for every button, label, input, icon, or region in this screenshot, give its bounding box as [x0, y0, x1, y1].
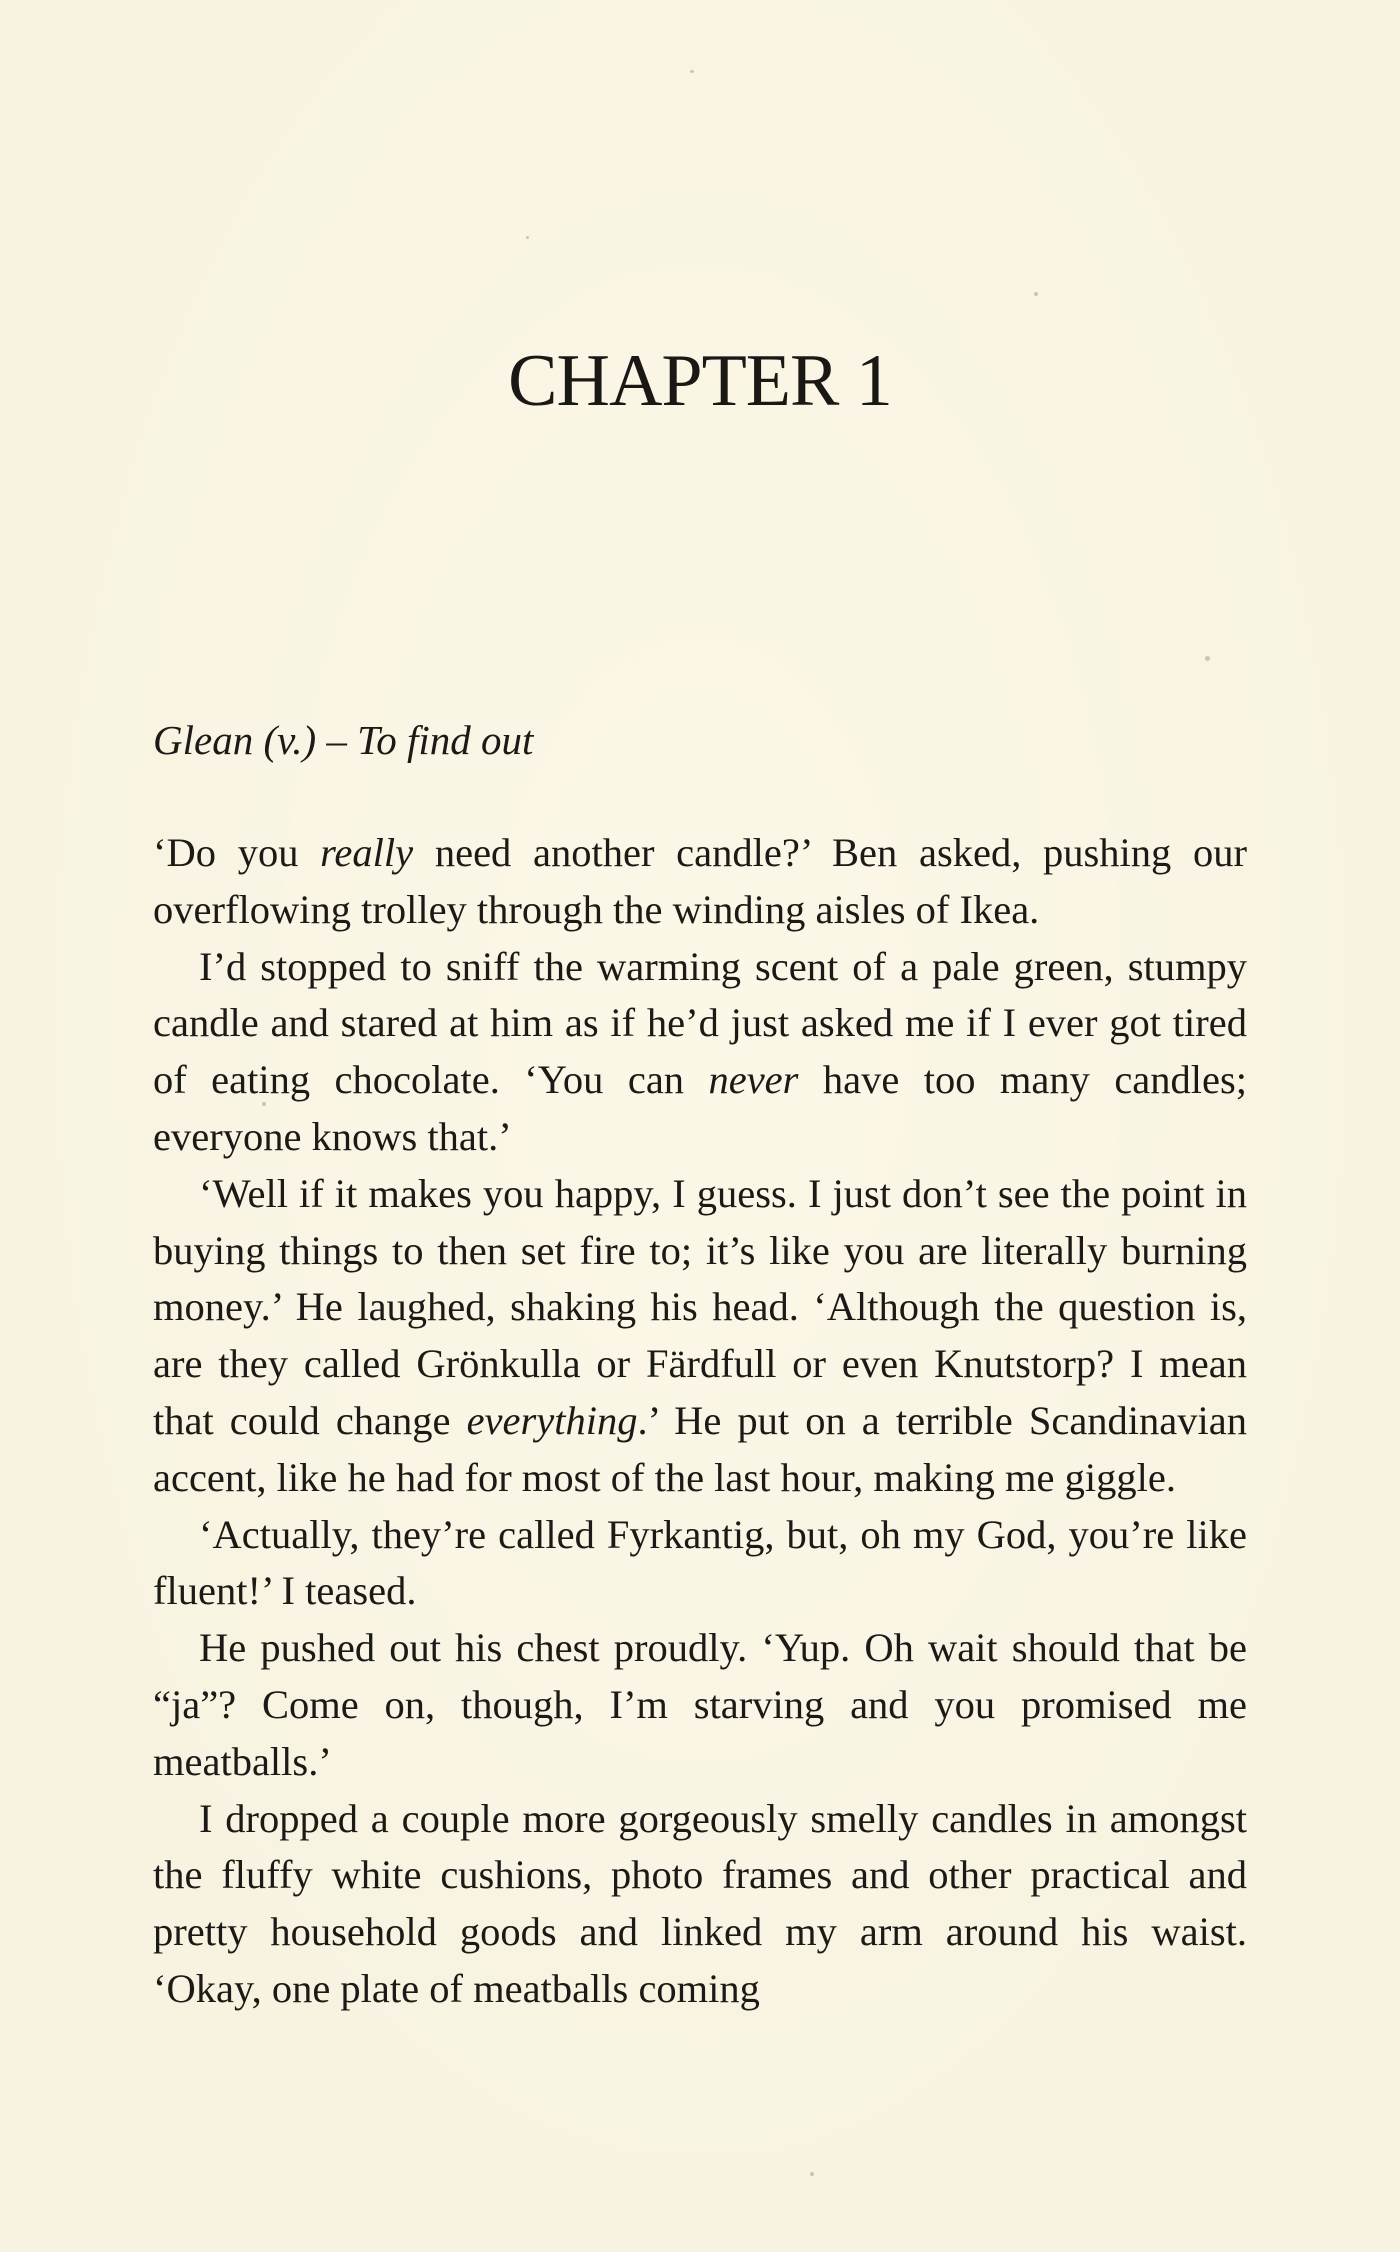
chapter-title: CHAPTER 1: [508, 340, 892, 422]
paragraph-text: .’ He put on a terrible Scandinavian accent, like he had for most of the last hour, making me giggle.: [153, 1397, 1247, 1500]
paragraph-text: I’d stopped to sniff the warming scent of a pale green, stumpy candle and stared at him as if he’d just asked me if I ever got tired of eating chocolate. ‘You can: [153, 943, 1247, 1103]
paragraph-text: ‘Do you: [153, 830, 321, 875]
epigraph: [153, 712, 533, 768]
paragraph: I dropped a couple more gorgeously smelly candles in amongst the fluffy white cushions, photo frames and other practical and pretty household goods and linked my arm around his waist. ‘Okay, one plate of meatballs coming: [153, 1795, 1247, 2011]
paragraph: [153, 1166, 1247, 1507]
paragraph-text: ‘Well if it makes you happy, I guess. I just don’t see the point in buying things to then set fire to; it’s like you are literally burning money.’ He laughed, shaking his head. ‘Although the question is, are they called Grönkulla or Färdfull or even Knutstorp? I mean that could change: [153, 1170, 1247, 1443]
chapter-body: [153, 825, 1247, 2018]
epigraph-part-of-speech: (v.): [263, 717, 317, 763]
paragraph-text: need another candle?’ Ben asked, pushing our overflowing trolley through the winding aisles of Ikea.: [153, 830, 1247, 932]
paragraph: [153, 825, 1247, 939]
epigraph-definition: To find out: [357, 717, 534, 763]
paper-speck: [1034, 292, 1038, 296]
paper-speck: [526, 236, 529, 239]
epigraph-word: Glean: [153, 717, 254, 763]
epigraph-dash: –: [326, 717, 347, 763]
emphasis-text: really: [320, 830, 414, 875]
emphasis-text: everything: [466, 1397, 638, 1443]
paragraph-text: have too many candles; everyone knows that.’: [153, 1057, 1248, 1159]
paragraph: ‘Actually, they’re called Fyrkantig, but, oh my God, you’re like fluent!’ I teased.: [153, 1511, 1247, 1614]
paper-speck: [1205, 656, 1210, 661]
paper-speck: [690, 70, 694, 73]
paragraph: He pushed out his chest proudly. ‘Yup. Oh wait should that be “ja”? Come on, though, I’m starving and you promised me meatballs.’: [153, 1625, 1247, 1784]
emphasis-text: never: [708, 1057, 799, 1103]
paragraph: [153, 939, 1247, 1166]
paper-speck: [810, 2172, 814, 2176]
